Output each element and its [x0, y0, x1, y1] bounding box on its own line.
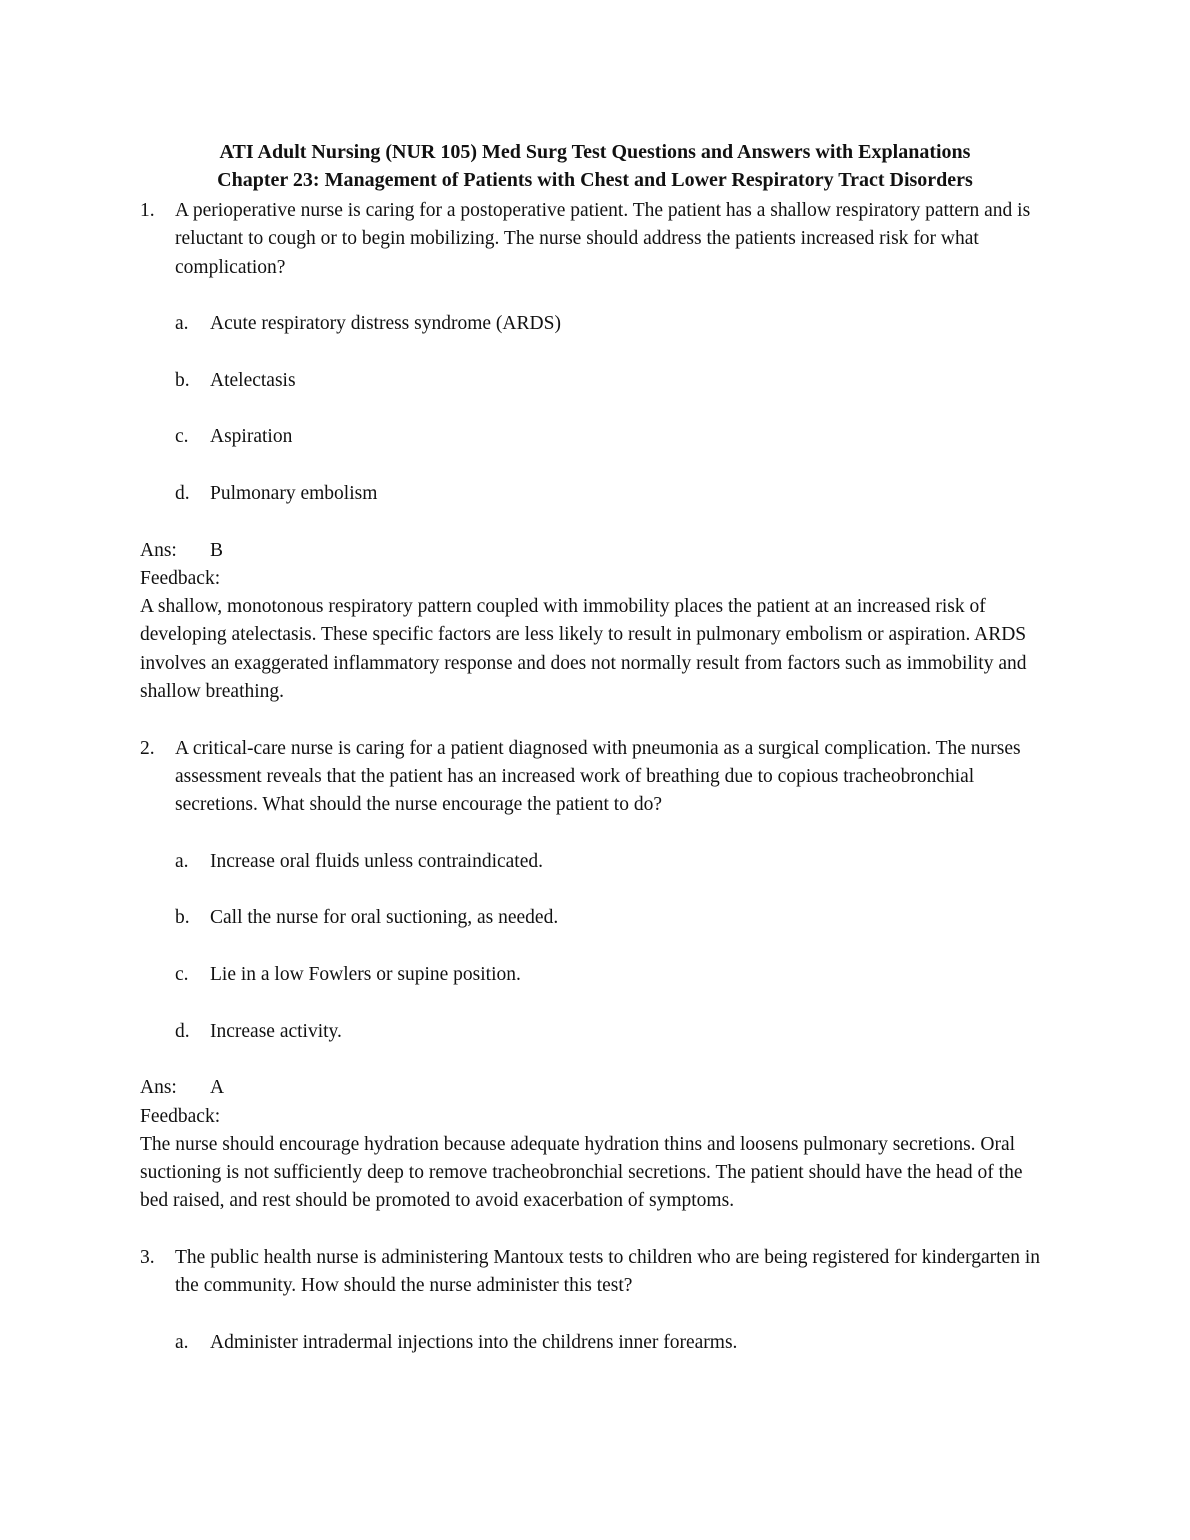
option-letter: a.	[175, 1331, 189, 1353]
option-letter: a.	[175, 850, 189, 872]
option	[175, 848, 1050, 876]
option	[175, 904, 1050, 932]
answer-label: Ans:	[140, 539, 177, 561]
question-text: A critical-care nurse is caring for a patient diagnosed with pneumonia as a surgical complication. The nurses assessment reveals that the patient has an increased work of breathing due to copious tracheobronchial secretions. What should the nurse encourage the patient to do?	[175, 737, 1021, 816]
answer-label: Ans:	[140, 1077, 177, 1099]
option-text: Atelectasis	[210, 369, 296, 391]
question-number: 3.	[140, 1246, 155, 1268]
option	[175, 961, 1050, 989]
option-letter: b.	[175, 369, 190, 391]
feedback-label: Feedback:	[140, 1105, 221, 1127]
answer	[140, 1074, 1050, 1102]
question-text: The public health nurse is administering Mantoux tests to children who are being registered for kindergarten in the community. How should the nurse administer this test?	[175, 1246, 1040, 1297]
option-letter: c.	[175, 964, 189, 986]
option	[175, 423, 1050, 451]
answer	[140, 537, 1050, 565]
options-list	[175, 848, 1050, 1046]
question-number: 2.	[140, 737, 155, 759]
answer-value: A	[210, 1077, 225, 1099]
option-text: Administer intradermal injections into the childrens inner forearms.	[210, 1331, 738, 1353]
feedback-text: The nurse should encourage hydration because adequate hydration thins and loosens pulmonary secretions. Oral suctioning is not sufficiently deep to remove tracheobronchial secretions. The patient should have the head of the bed raised, and rest should be promoted to avoid exacerbation of symptoms.	[140, 1133, 1023, 1212]
question-1	[140, 197, 1050, 282]
document-body	[140, 197, 1050, 1385]
document-title: ATI Adult Nursing (NUR 105) Med Surg Test Questions and Answers with Explanations	[219, 141, 971, 163]
chapter-title: Chapter 23: Management of Patients with Chest and Lower Respiratory Tract Disorders	[217, 169, 973, 191]
feedback-label: Feedback:	[140, 567, 221, 589]
option	[175, 480, 1050, 508]
feedback-text: A shallow, monotonous respiratory pattern coupled with immobility places the patient at an increased risk of developing atelectasis. These specific factors are less likely to result in pulmonary embolism or aspiration. ARDS involves an exaggerated inflammatory response and does not normally result from factors such as immobility and shallow breathing.	[140, 596, 1027, 703]
option-text: Acute respiratory distress syndrome (ARDS)	[210, 313, 561, 335]
option-text: Lie in a low Fowlers or supine position.	[210, 964, 521, 986]
option-letter: d.	[175, 482, 190, 504]
option-text: Pulmonary embolism	[210, 482, 378, 504]
answer-value: B	[210, 539, 224, 561]
question-text: A perioperative nurse is caring for a postoperative patient. The patient has a shallow respiratory pattern and is reluctant to cough or to begin mobilizing. The nurse should address the patients increased risk for what complication?	[175, 200, 1031, 278]
question-3	[140, 1244, 1050, 1301]
option-text: Increase oral fluids unless contraindicated.	[210, 850, 543, 872]
option-letter: c.	[175, 426, 189, 448]
option-letter: b.	[175, 907, 190, 929]
option-text: Increase activity.	[210, 1020, 342, 1042]
option-text: Call the nurse for oral suctioning, as needed.	[210, 907, 559, 929]
option-text: Aspiration	[210, 426, 293, 448]
option-letter: d.	[175, 1020, 190, 1042]
options-list	[175, 310, 1050, 508]
option	[175, 310, 1050, 338]
option	[175, 1018, 1050, 1046]
options-list	[175, 1329, 1050, 1357]
option	[175, 1329, 1050, 1357]
option	[175, 367, 1050, 395]
question-2	[140, 735, 1050, 820]
question-number: 1.	[140, 200, 155, 221]
option-letter: a.	[175, 313, 189, 335]
